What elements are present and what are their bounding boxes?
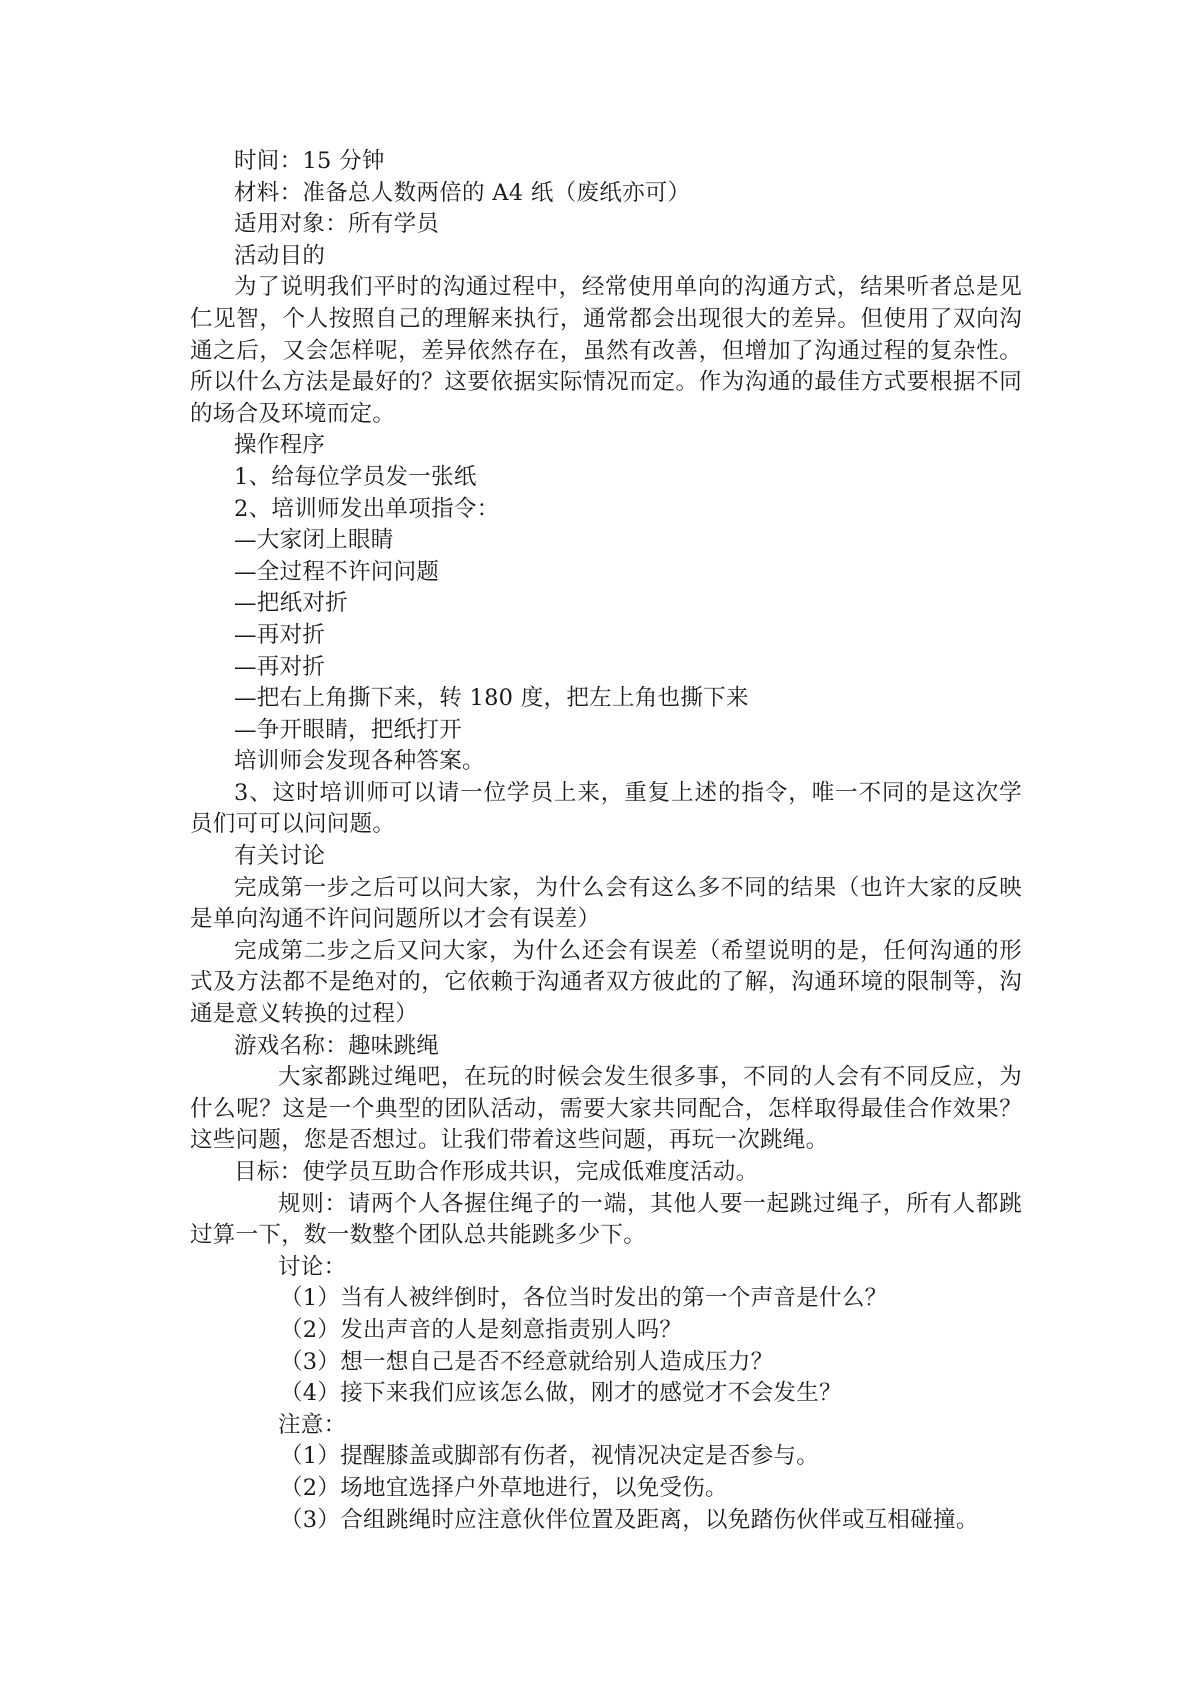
instruction-item: —大家闭上眼睛 — [234, 527, 394, 554]
discuss-item: （3）想一想自己是否不经意就给别人造成压力？ — [280, 1348, 774, 1375]
discuss-item: （4）接下来我们应该怎么做，刚才的感觉才不会发生？ — [280, 1380, 842, 1407]
discuss-item: （1）当有人被绊倒时，各位当时发出的第一个声音是什么？ — [280, 1285, 888, 1312]
discussion-paragraph-2: 完成第二步之后又问大家，为什么还会有误差（希望说明的是，任何沟通的形式及方法都不是绝对的，它依赖于沟通者双方彼此的了解，沟通环境的限制等，沟通是意义转换的过程） — [190, 937, 1022, 1028]
game-rules: 规则：请两个人各握住绳子的一端，其他人要一起跳过绳子，所有人都跳过算一下，数一数整个团队总共能跳多少下。 — [190, 1190, 1022, 1249]
materials-line: 材料：准备总人数两倍的 A4 纸（废纸亦可） — [234, 179, 691, 206]
discuss-item: （2）发出声音的人是刻意指责别人吗？ — [280, 1316, 683, 1343]
instruction-item: —全过程不许问问题 — [234, 558, 440, 585]
instruction-item: —把纸对折 — [234, 590, 349, 617]
game-goal: 目标：使学员互助合作形成共识，完成低难度活动。 — [234, 1159, 759, 1185]
procedure-result: 培训师会发现各种答案。 — [234, 748, 485, 775]
instruction-item: —再对折 — [234, 621, 326, 648]
procedure-step-1: 1、给每位学员发一张纸 — [234, 463, 477, 490]
procedure-step-3: 3、这时培训师可以请一位学员上来，重复上述的指令，唯一不同的是这次学员们可可以问问题。 — [190, 779, 1022, 838]
note-item: （2）场地宜选择户外草地进行，以免受伤。 — [280, 1474, 728, 1501]
notes-heading: 注意： — [278, 1411, 347, 1438]
purpose-paragraph: 为了说明我们平时的沟通过程中，经常使用单向的沟通方式，结果听者总是见仁见智，个人按照自己的理解来执行，通常都会出现很大的差异。但使用了双向沟通之后，又会怎样呢，差异依然存在，虽然有改善，但增加了沟通过程的复杂性。所以什么方法是最好的？这要依据实际情况而定。作为沟通的最佳方式要根据不同的场合及环境而定。 — [190, 274, 1022, 427]
time-line: 时间：15 分钟 — [234, 148, 385, 174]
instruction-item: —把右上角撕下来，转 180 度，把左上角也撕下来 — [234, 685, 749, 712]
discuss-heading: 讨论： — [278, 1253, 347, 1280]
procedure-step-2: 2、培训师发出单项指令： — [234, 495, 500, 522]
instruction-item: —争开眼睛，把纸打开 — [234, 716, 463, 743]
discussion-paragraph-1: 完成第一步之后可以问大家，为什么会有这么多不同的结果（也许大家的反映是单向沟通不许问问题所以才会有误差） — [190, 874, 1022, 933]
game-intro-paragraph: 大家都跳过绳吧，在玩的时候会发生很多事，不同的人会有不同反应，为什么呢？这是一个典型的团队活动，需要大家共同配合，怎样取得最佳合作效果？这些问题，您是否想过。让我们带着这些问题，再玩一次跳绳。 — [190, 1064, 1022, 1154]
audience-line: 适用对象：所有学员 — [234, 211, 440, 238]
procedure-heading: 操作程序 — [234, 432, 326, 459]
note-item: （1）提醒膝盖或脚部有伤者，视情况决定是否参与。 — [280, 1443, 820, 1470]
note-item: （3）合组跳绳时应注意伙伴位置及距离，以免踏伤伙伴或互相碰撞。 — [280, 1506, 979, 1533]
discussion-heading: 有关讨论 — [234, 843, 326, 870]
purpose-heading: 活动目的 — [234, 242, 326, 269]
game-name: 游戏名称：趣味跳绳 — [234, 1032, 440, 1059]
instruction-item: —再对折 — [234, 653, 326, 680]
document-body — [190, 146, 1022, 1536]
